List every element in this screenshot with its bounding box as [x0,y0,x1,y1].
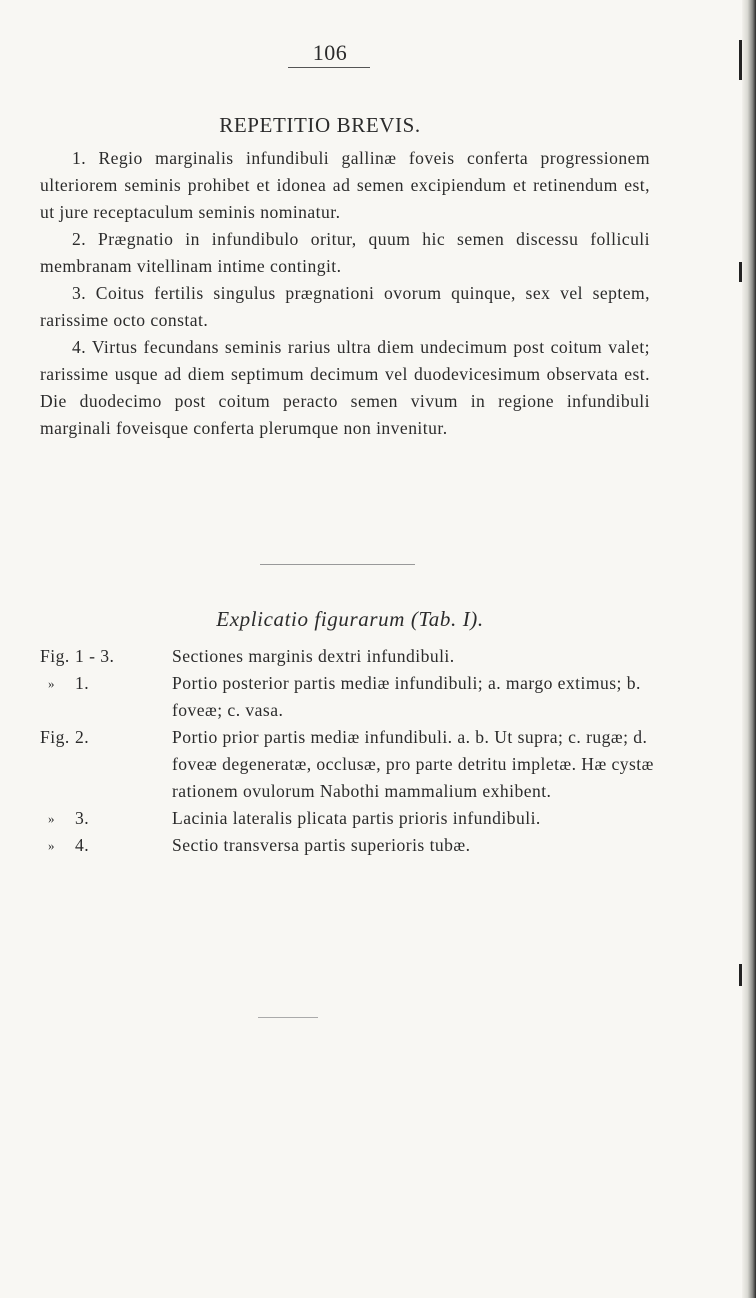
figure-number: 2. [75,727,90,747]
figure-number: 4. [75,835,90,855]
figure-list [40,643,660,859]
edge-mark [739,262,742,282]
paragraph-2: 2. Prægnatio in infundibulo oritur, quum hic semen discessu folliculi membranam vitellinam intime contingit. [40,229,650,276]
scan-page-edge [742,0,756,1298]
figure-entry [40,724,660,805]
figure-number: 1. [75,673,90,693]
figure-description: Portio posterior partis mediæ infundibuli; a. margo extimus; b. foveæ; c. vasa. [172,673,641,720]
figure-entry [40,643,660,670]
figure-description: Sectiones marginis dextri infundibuli. [172,646,455,666]
figure-number: 3. [75,808,90,828]
figure-description: Sectio transversa partis superioris tubæ. [172,835,471,855]
figure-entry [40,805,660,832]
edge-mark [739,964,742,986]
section-divider [260,564,415,565]
summary-text [40,145,650,442]
section-title: REPETITIO BREVIS. [219,113,421,137]
figure-description: Portio prior partis mediæ infundibuli. a. b. Ut supra; c. rugæ; d. foveæ degeneratæ, occlusæ, pro parte detritu impletæ. Hæ cystæ rationem ovulorum Nabothi mammalium exhibent. [172,727,654,801]
figure-label: Fig. [40,727,70,747]
figure-entry [40,670,660,724]
figure-entry [40,832,660,859]
edge-mark [739,40,742,80]
page-number-underline [288,67,370,68]
ditto-mark: » [48,811,55,826]
paragraph-1: 1. Regio marginalis infundibuli gallinæ foveis conferta progressionem ulteriorem seminis prohibet et idonea ad semen excipiendum et retinendum est, ut jure receptaculum seminis nominatur. [40,148,650,222]
explication-title: Explicatio figurarum (Tab. I). [216,607,484,631]
figure-description: Lacinia lateralis plicata partis prioris infundibuli. [172,808,541,828]
ditto-mark: » [48,676,55,691]
paragraph-4: 4. Virtus fecundans seminis rarius ultra diem undecimum post coitum valet; rarissime usque ad diem septimum decimum vel duodevicesimum observata est. Die duodecimo post coitum peracto semen vivum in regione infundibuli marginali foveisque conferta plerumque non invenitur. [40,337,650,438]
closing-rule [258,1017,318,1018]
figure-number: 1 - 3. [75,646,115,666]
page-number: 106 [312,40,348,65]
figure-label: Fig. [40,646,70,666]
paragraph-3: 3. Coitus fertilis singulus prægnationi ovorum quinque, sex vel septem, rarissime octo constat. [40,283,650,330]
ditto-mark: » [48,838,55,853]
